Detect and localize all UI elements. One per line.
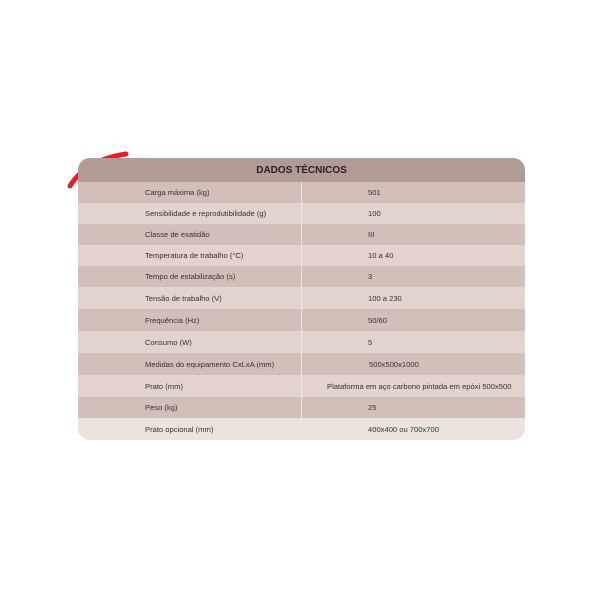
row-value: Plataforma em aço carbono pintada em epóxi 500x500 xyxy=(327,381,512,391)
row-label: Tempo de estabilização (s) xyxy=(145,272,236,281)
row-label: Carga máxima (kg) xyxy=(145,188,210,197)
row-value: III xyxy=(368,230,375,239)
row-label: Prato opcional (mm) xyxy=(145,424,214,434)
table-body xyxy=(78,182,525,440)
row-label: Medidas do equipamento CxLxA (mm) xyxy=(145,359,275,369)
row-label: Frequência (Hz) xyxy=(145,315,200,325)
row-label: Classe de exatidão xyxy=(145,230,210,239)
table-title: DADOS TÉCNICOS xyxy=(78,158,525,182)
column-divider xyxy=(301,182,302,440)
row-label: Sensibilidade e reprodutibilidade (g) xyxy=(145,209,267,218)
row-label: Consumo (W) xyxy=(145,337,192,347)
row-value: 100 xyxy=(368,209,381,218)
row-value: 10 a 40 xyxy=(368,251,394,260)
row-value: 100 a 230 xyxy=(368,293,402,303)
row-label: Tensão de trabalho (V) xyxy=(145,293,222,303)
row-value: 50/60 xyxy=(368,315,388,325)
row-value: 25 xyxy=(368,403,377,412)
row-value: 3 xyxy=(368,272,373,281)
row-label: Peso (kg) xyxy=(145,403,178,412)
row-label: Temperatura de trabalho (°C) xyxy=(145,251,244,260)
row-label: Prato (mm) xyxy=(145,381,183,391)
row-value: 500x500x1000 xyxy=(369,359,419,369)
row-value: 501 xyxy=(368,188,381,197)
row-value: 5 xyxy=(368,337,373,347)
technical-data-table xyxy=(78,158,525,440)
row-value: 400x400 ou 700x700 xyxy=(368,424,439,434)
